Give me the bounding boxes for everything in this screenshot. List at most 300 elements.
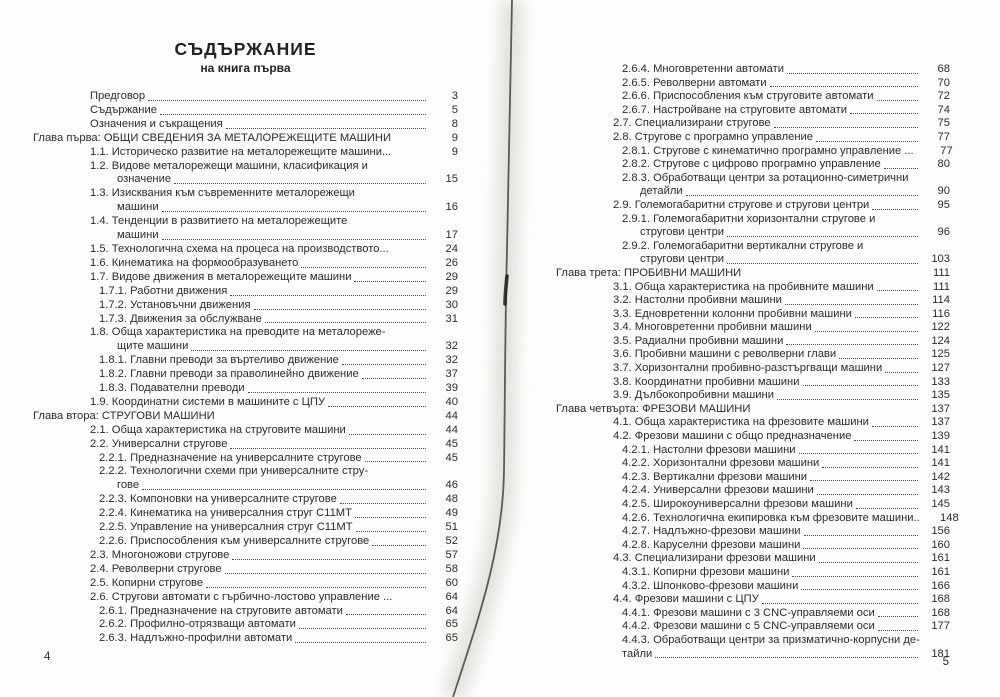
toc-entry-text: 3.1. Обща характеристика на пробивните машини <box>613 280 874 293</box>
toc-page-number: 161 <box>931 552 950 565</box>
toc-page-number: 145 <box>931 498 950 510</box>
toc-leader-dots <box>230 438 426 449</box>
toc-leader-dots <box>254 299 426 310</box>
toc-leader-dots <box>819 552 918 563</box>
toc-leader-dots <box>394 146 426 157</box>
toc-page-number: 77 <box>937 130 950 143</box>
toc-leader-dots <box>786 335 918 346</box>
toc-row <box>556 457 950 471</box>
toc-entry-text: 2.2.2. Технологични схеми при универсалните стру- <box>99 465 369 478</box>
toc-leader-dots <box>162 229 426 240</box>
toc-row <box>33 90 458 104</box>
toc-entry-text: 2.6.2. Профилно-отрязващи автомати <box>99 618 296 631</box>
toc-leader-dots <box>917 145 921 156</box>
toc-leader-dots <box>655 648 918 659</box>
toc-row <box>556 117 950 131</box>
toc-entry-text: 4.1. Обща характеристика на фрезовите машини <box>613 416 869 429</box>
toc-row <box>556 430 950 444</box>
toc-page-number <box>430 465 458 479</box>
toc-page-number <box>931 634 959 648</box>
toc-entry-text: Глава първа: ОБЩИ СВЕДЕНИЯ ЗА МЕТАЛОРЕЖЕЩИТЕ МАШИНИ <box>33 131 392 144</box>
toc-leader-dots <box>394 132 426 143</box>
toc-entry-text: 4.3.1. Копирни фрезови машини <box>622 565 790 578</box>
toc-leader-dots <box>727 226 918 237</box>
toc-entry-text: 1.1. Историческо развитие на металорежещите машини... <box>90 145 392 158</box>
toc-entry-text: 1.8.2. Главни преводи за праволинейно движение <box>99 368 359 381</box>
toc-entry-text: 1.8. Обща характеристика на преводите на металореже- <box>90 326 386 339</box>
toc-leader-dots <box>878 213 918 224</box>
toc-leader-dots <box>686 185 918 196</box>
toc-row <box>33 243 458 257</box>
toc-page-number: 37 <box>445 368 458 381</box>
toc-row <box>556 444 950 458</box>
toc-row <box>556 281 950 295</box>
toc-row <box>33 187 458 201</box>
toc-row <box>556 525 950 539</box>
toc-page-number: 122 <box>931 321 950 334</box>
page-left <box>33 40 458 646</box>
toc-page-number: 160 <box>931 538 950 551</box>
toc-page-number: 45 <box>445 437 458 450</box>
toc-leader-dots <box>265 313 426 324</box>
toc-entry-text: 2.2.5. Управление на универсалния струг С11МТ <box>99 521 353 534</box>
toc-leader-dots <box>365 452 426 463</box>
toc-page-number: 24 <box>445 242 458 255</box>
toc-leader-dots <box>371 160 426 171</box>
toc-row <box>556 403 950 417</box>
toc-row <box>33 563 458 577</box>
toc-page-number <box>922 213 950 227</box>
toc-entry-text: 1.8.3. Подавателни преводи <box>99 382 245 395</box>
toc-leader-dots <box>911 172 918 183</box>
toc-leader-dots <box>727 253 918 264</box>
toc-page-number: 166 <box>931 579 950 592</box>
toc-page-number: 68 <box>937 63 950 75</box>
toc-row <box>33 632 458 646</box>
toc-row <box>556 607 950 621</box>
gutter-line <box>453 0 512 697</box>
toc-entry-text: 3.5. Радиални пробивни машини <box>613 334 784 347</box>
toc-row <box>33 396 458 410</box>
toc-entry-text: Глава четвърта: ФРЕЗОВИ МАШИНИ <box>556 402 751 415</box>
toc-leader-dots <box>191 340 426 351</box>
toc-entry-text: 3.2. Настолни пробивни машини <box>613 294 782 307</box>
toc-leader-dots <box>342 354 426 365</box>
toc-entry-text: Съдържание <box>90 103 157 116</box>
toc-row <box>556 580 950 594</box>
toc-leader-dots <box>299 618 426 629</box>
toc-row <box>556 389 950 403</box>
toc-page-number: 127 <box>931 362 950 375</box>
toc-leader-dots <box>855 308 918 319</box>
toc-leader-dots <box>877 281 918 292</box>
toc-row <box>33 535 458 549</box>
toc-page-number: 32 <box>445 354 458 367</box>
toc-entry-text: 2.1. Обща характеристика на струговите машини <box>90 423 346 436</box>
toc-leader-dots <box>162 201 426 212</box>
toc-page-number: 70 <box>937 76 950 89</box>
toc-row <box>556 511 959 526</box>
toc-page-number <box>922 172 950 186</box>
toc-page-number: 52 <box>445 535 458 547</box>
toc-leader-dots <box>356 521 426 532</box>
toc-page-number: 16 <box>445 201 458 214</box>
toc-row <box>33 577 458 591</box>
toc-leader-dots <box>770 77 918 88</box>
toc-leader-dots <box>854 430 918 441</box>
toc-leader-dots <box>160 104 426 115</box>
toc-row <box>556 253 950 267</box>
toc-page-number: 80 <box>937 158 950 171</box>
toc-row <box>556 226 950 240</box>
toc-leader-dots <box>878 607 918 618</box>
toc-leader-dots <box>295 632 426 643</box>
toc-row <box>33 271 458 285</box>
toc-row <box>556 321 950 335</box>
toc-leader-dots <box>822 457 918 468</box>
toc-entry-text: 2.6.3. Надлъжно-профилни автомати <box>99 632 293 645</box>
page-number-right: 5 <box>942 656 949 668</box>
toc-row <box>33 160 458 174</box>
toc-row <box>33 285 458 299</box>
toc-leader-dots <box>803 376 919 387</box>
toc-entry-text: 2.9. Големогабаритни стругове и стругови центри <box>613 198 870 211</box>
toc-page-number: 111 <box>932 266 950 279</box>
toc-entry-text: 2.2.1. Предназначение на универсалните стругове <box>99 451 362 464</box>
toc-leader-dots <box>349 424 426 435</box>
toc-row <box>33 493 458 507</box>
toc-page-number: 72 <box>937 90 950 103</box>
toc-leader-dots <box>815 321 918 332</box>
toc-page-number: 137 <box>931 402 950 415</box>
page-right <box>556 48 959 661</box>
toc-leader-dots <box>226 118 426 129</box>
toc-leader-dots <box>839 348 918 359</box>
toc-leader-dots <box>866 240 918 251</box>
toc-title: СЪДЪРЖАНИЕ <box>174 39 317 59</box>
toc-row <box>556 199 950 213</box>
toc-entry-text: стругови центри <box>640 226 725 239</box>
toc-page-number: 133 <box>931 375 950 388</box>
toc-leader-dots <box>799 444 918 455</box>
toc-row <box>556 539 950 553</box>
toc-leader-dots <box>372 535 426 546</box>
toc-row <box>33 618 458 632</box>
toc-entry-text: 2.8.3. Обработващи центри за ротационно-симетрични <box>622 171 909 184</box>
toc-page-number: 40 <box>445 395 458 408</box>
toc-row <box>556 620 950 634</box>
toc-leader-dots <box>872 199 918 210</box>
toc-entry-text: гове <box>117 479 140 492</box>
toc-row <box>556 335 950 349</box>
toc-page-number: 96 <box>937 226 950 239</box>
toc-leader-dots <box>301 257 426 268</box>
toc-row <box>556 131 950 145</box>
toc-entry-text: 3.9. Дълбокопробивни машини <box>613 389 774 402</box>
toc-entry-text: тайли <box>622 647 653 660</box>
toc-leader-dots <box>392 243 426 254</box>
toc-entry-text: 4.2.3. Вертикални фрезови машини <box>622 470 808 483</box>
toc-page-number: 137 <box>931 416 950 429</box>
toc-page-number: 114 <box>932 294 950 307</box>
toc-row <box>33 326 458 340</box>
toc-page-number: 9 <box>451 145 458 158</box>
toc-entry-text: 2.6.5. Револверни автомати <box>622 76 767 89</box>
toc-leader-dots <box>803 539 918 550</box>
toc-row <box>556 566 950 580</box>
toc-entry-text: машини <box>117 229 159 242</box>
toc-row <box>33 313 458 327</box>
toc-page-number: 142 <box>931 470 950 483</box>
toc-entry-text: 1.5. Технологична схема на процеса на производството... <box>90 242 389 255</box>
toc-row <box>33 132 458 146</box>
toc-entry-text: 4.4.1. Фрезови машини с 3 CNC-управляеми оси <box>622 606 875 619</box>
toc-entry-text: 4.2.6. Технологична екипировка към фрезовите машини.. <box>622 511 920 524</box>
toc-leader-dots <box>142 479 426 490</box>
toc-row <box>556 104 950 118</box>
toc-page-number: 32 <box>445 340 458 353</box>
toc-leader-dots <box>801 580 918 591</box>
toc-entry-text: 4.2.7. Надлъжно-фрезови машини <box>622 525 801 538</box>
toc-row <box>33 368 458 382</box>
toc-leader-dots <box>362 368 426 379</box>
toc-row <box>556 362 950 376</box>
toc-row <box>33 173 458 187</box>
toc-page-number: 156 <box>931 525 950 538</box>
toc-page-number: 65 <box>445 632 458 645</box>
toc-page-number: 8 <box>451 117 458 130</box>
toc-page-number: 9 <box>451 131 458 144</box>
toc-entry-text: 2.7. Специализирани стругове <box>613 117 771 130</box>
toc-entry-text: 1.2. Видове металорежещи машини, класификация и <box>90 159 368 172</box>
toc-leader-dots <box>792 566 918 577</box>
toc-leader-dots <box>395 591 426 602</box>
toc-leader-dots <box>350 215 426 226</box>
toc-row <box>33 215 458 229</box>
toc-row <box>556 552 950 566</box>
toc-page-number: 181 <box>931 647 950 660</box>
toc-entry-text: 2.9.2. Големогабаритни вертикални стругове и <box>622 239 864 252</box>
toc-page-number: 49 <box>445 507 458 520</box>
toc-entry-text: детайли <box>640 185 683 198</box>
toc-entry-text: 2.6.4. Многовретенни автомати <box>622 63 785 75</box>
toc-page-number: 44 <box>445 409 458 422</box>
toc-page-number: 90 <box>937 185 950 198</box>
toc-entry-text: стругови центри <box>640 253 725 266</box>
toc-leader-dots <box>816 131 918 142</box>
toc-page-number: 48 <box>445 493 458 506</box>
toc-entry-text: 4.3.2. Шпонково-фрезови машини <box>622 579 799 592</box>
toc-page-number: 45 <box>445 451 458 464</box>
toc-entry-text: 3.6. Пробивни машини с револверни глави <box>613 348 837 361</box>
toc-leader-dots <box>923 512 927 523</box>
toc-entry-text: 1.7.1. Работни движения <box>99 284 228 297</box>
toc-page-number: 51 <box>445 521 458 534</box>
toc-row <box>556 63 950 77</box>
toc-entry-text: 1.7. Видове движения в металорежещите машини <box>90 270 352 283</box>
toc-leader-dots <box>225 563 426 574</box>
toc-entry-text: 2.8. Стругове с програмно управление <box>613 130 813 143</box>
toc-entry-text: 2.6. Стругови автомати с гърбично-лостово управление ... <box>90 590 393 603</box>
toc-leader-dots <box>174 173 426 184</box>
toc-page-number: 39 <box>445 382 458 395</box>
toc-row <box>556 308 950 322</box>
toc-leader-dots <box>744 267 918 278</box>
toc-entry-text: 3.4. Многовретенни пробивни машини <box>613 321 812 334</box>
toc-entry-text: 4.4.3. Обработващи центри за призматично-корпусни де- <box>622 633 920 646</box>
toc-row <box>33 479 458 493</box>
toc-row <box>33 201 458 215</box>
toc-row <box>556 172 950 186</box>
toc-leader-dots <box>872 416 918 427</box>
toc-entry-text: 2.9.1. Големогабаритни хоризонтални стругове и <box>622 212 876 225</box>
toc-leader-dots <box>785 294 918 305</box>
toc-left-column <box>33 90 458 646</box>
toc-row <box>556 498 950 512</box>
toc-row <box>33 521 458 535</box>
toc-page-number: 58 <box>445 562 458 575</box>
toc-page-number: 3 <box>451 90 458 102</box>
toc-page-number <box>430 187 458 201</box>
toc-entry-text: 2.5. Копирни стругове <box>90 576 204 589</box>
toc-entry-text: Означения и съкращения <box>90 117 223 130</box>
toc-page-number: 64 <box>445 604 458 617</box>
toc-entry-text: 2.6.1. Предназначение на струговите автомати <box>99 604 343 617</box>
toc-row <box>33 591 458 605</box>
gutter-dark-blob <box>505 276 507 304</box>
toc-row <box>33 507 458 521</box>
toc-page-number <box>430 160 458 174</box>
toc-page-number: 141 <box>931 443 950 456</box>
gutter-shadow <box>453 0 512 697</box>
toc-leader-dots <box>817 484 918 495</box>
toc-page-number: 26 <box>445 256 458 269</box>
toc-entry-text: 4.2. Фрезови машини с общо предназначение <box>613 430 852 443</box>
toc-entry-text: 4.2.5. Широкоуниверсални фрезови машини <box>622 498 853 510</box>
toc-row <box>33 354 458 368</box>
toc-row <box>33 452 458 466</box>
toc-leader-dots <box>878 620 918 631</box>
toc-entry-text: 1.7.2. Установъчни движения <box>99 298 251 311</box>
toc-leader-dots <box>923 634 927 645</box>
toc-entry-text: 2.6.6. Приспособления към струговите автомати <box>622 90 874 103</box>
toc-entry-text: 1.7.3. Движения за обслужване <box>99 312 262 325</box>
toc-row <box>33 424 458 438</box>
toc-page-number: 141 <box>931 457 950 470</box>
toc-entry-text: 2.8.1. Стругове с кинематично програмно управление ... <box>622 144 914 157</box>
toc-subtitle: на книга първа <box>200 61 291 75</box>
toc-entry-text: 4.2.2. Хоризонтални фрезови машини <box>622 457 820 470</box>
toc-page-number <box>430 215 458 229</box>
toc-entry-text: 1.4. Тенденции в развитието на металорежещите <box>90 215 348 228</box>
toc-entry-text: 2.3. Многоножови стругове <box>90 548 230 561</box>
toc-page-number: 161 <box>931 565 950 578</box>
toc-row <box>556 348 950 362</box>
toc-page-number: 111 <box>932 280 950 293</box>
toc-page-number: 31 <box>445 312 458 325</box>
toc-page-number: 168 <box>931 606 950 619</box>
toc-row <box>556 213 950 227</box>
toc-leader-dots <box>856 498 918 509</box>
toc-entry-text: 2.8.2. Стругове с цифрово програмно управление <box>622 158 881 171</box>
toc-entry-text: 3.8. Координатни пробивни машини <box>613 375 800 388</box>
toc-page-number: 30 <box>445 298 458 311</box>
toc-page-number: 103 <box>931 253 950 266</box>
toc-leader-dots <box>777 389 918 400</box>
toc-page-number: 139 <box>931 430 950 443</box>
toc-leader-dots <box>355 507 426 518</box>
page-number-left: 4 <box>44 651 51 663</box>
toc-leader-dots <box>354 271 426 282</box>
toc-row <box>556 294 950 308</box>
toc-row <box>556 144 953 159</box>
toc-page-number: 65 <box>445 618 458 631</box>
toc-page-number: 17 <box>445 229 458 242</box>
toc-page-number: 29 <box>445 270 458 283</box>
toc-page-number: 5 <box>451 103 458 116</box>
toc-entry-text: Глава втора: СТРУГОВИ МАШИНИ <box>33 409 215 422</box>
toc-row <box>556 376 950 390</box>
toc-row <box>33 146 458 160</box>
toc-entry-text: 2.2.3. Компоновки на универсалните стругове <box>99 493 337 506</box>
toc-page-number <box>430 326 458 340</box>
toc-row <box>33 549 458 563</box>
toc-leader-dots <box>148 90 426 101</box>
toc-page-number: 29 <box>445 284 458 297</box>
toc-page-number: 135 <box>931 389 950 402</box>
toc-leader-dots <box>232 549 426 560</box>
toc-leader-dots <box>885 362 918 373</box>
toc-page-number: 15 <box>445 173 458 186</box>
toc-row <box>33 382 458 396</box>
toc-page-number: 74 <box>937 103 950 116</box>
toc-leader-dots <box>753 403 918 414</box>
toc-row <box>556 158 950 172</box>
toc-row <box>556 484 950 498</box>
toc-leader-dots <box>877 90 918 101</box>
toc-entry-text: Предговор <box>90 90 146 102</box>
toc-row <box>33 465 458 479</box>
toc-entry-text: 3.3. Едновретенни колонни пробивни машини <box>613 307 852 320</box>
toc-entry-text: 2.2. Универсални стругове <box>90 437 228 450</box>
toc-page-number: 57 <box>445 548 458 561</box>
toc-row <box>33 104 458 118</box>
toc-entry-text: 1.9. Координатни системи в машините с ЦПУ <box>90 395 326 408</box>
toc-entry-text: 2.6.7. Настройване на струговите автомати <box>622 103 848 116</box>
toc-entry-text: Глава трета: ПРОБИВНИ МАШИНИ <box>556 266 742 279</box>
toc-row <box>556 90 950 104</box>
toc-leader-dots <box>206 577 426 588</box>
toc-leader-dots <box>340 493 426 504</box>
toc-right-column <box>556 63 959 661</box>
toc-leader-dots <box>346 605 426 616</box>
toc-row <box>33 118 458 132</box>
toc-page-number: 77 <box>940 144 953 157</box>
toc-page-number: 124 <box>931 334 950 347</box>
toc-entry-text: 3.7. Хоризонтални пробивно-разстъргващи машини <box>613 362 883 375</box>
toc-row <box>556 593 950 607</box>
toc-page-number: 46 <box>445 479 458 492</box>
toc-row <box>556 185 950 199</box>
toc-row <box>33 299 458 313</box>
toc-page-number <box>922 240 950 254</box>
toc-row <box>556 471 950 485</box>
toc-entry-text: 4.2.4. Универсални фрезови машини <box>622 484 814 497</box>
toc-entry-text: 1.8.1. Главни преводи за въртеливо движение <box>99 354 339 367</box>
toc-entry-text: 1.6. Кинематика на формообразуването <box>90 256 299 269</box>
toc-entry-text: 2.4. Револверни стругове <box>90 562 222 575</box>
toc-leader-dots <box>810 471 918 482</box>
